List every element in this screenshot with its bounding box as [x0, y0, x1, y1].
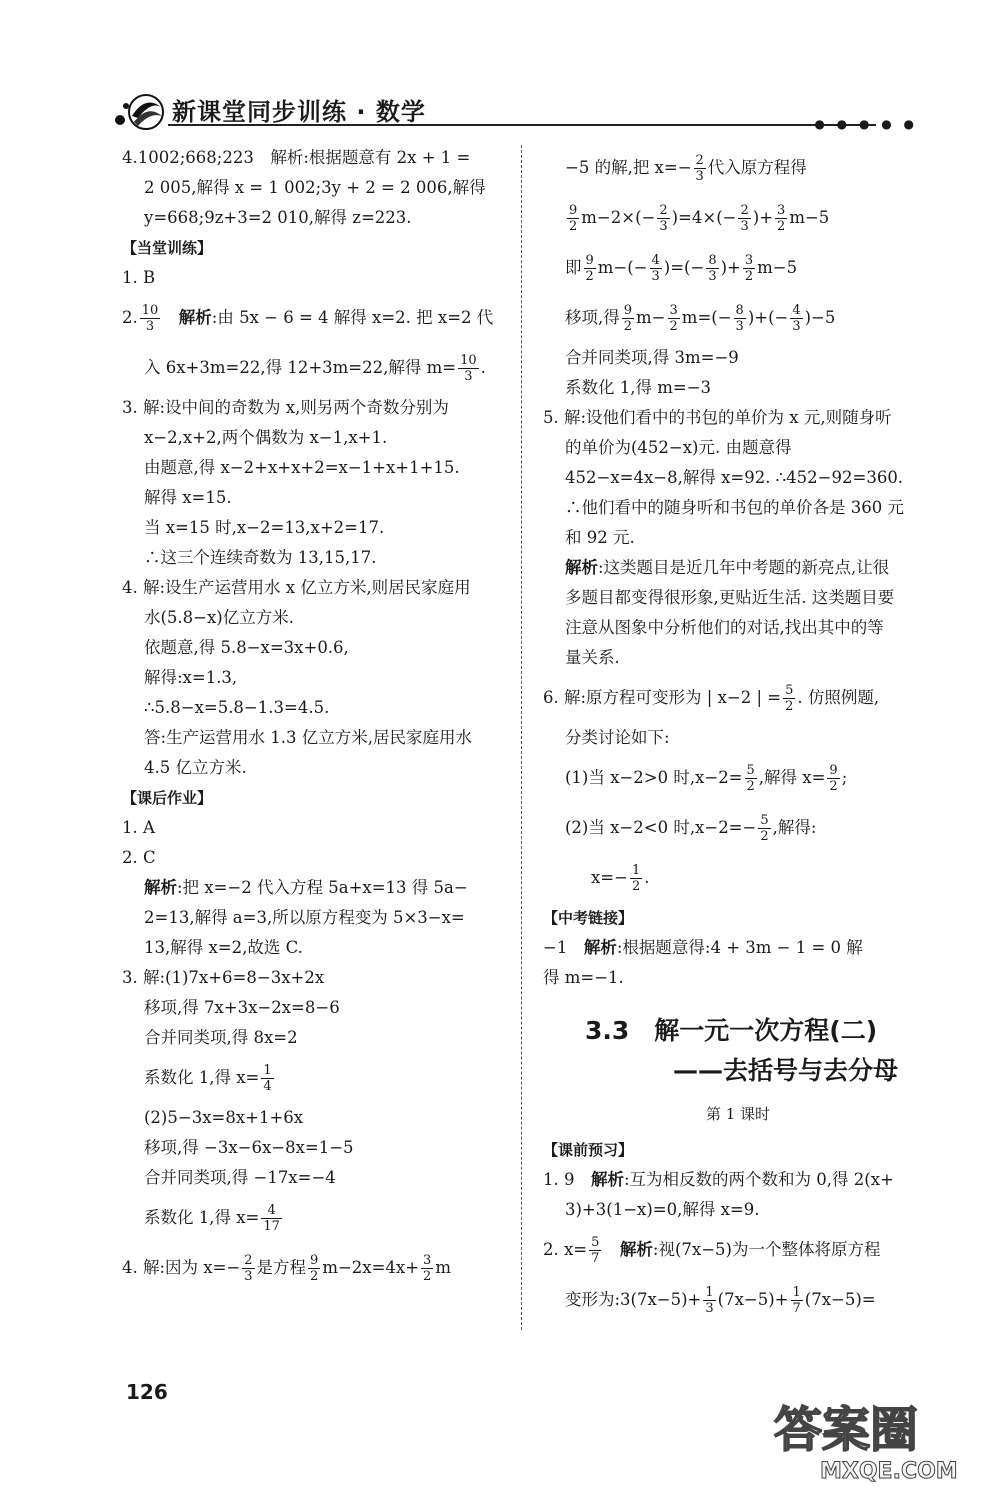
fraction: $\frac{4}{3}$ [651, 253, 660, 284]
text-line: 系数化 1,得 m=−3 [565, 378, 712, 397]
text-line: 移项,得 −3x−6x−8x=1−5 [144, 1138, 354, 1157]
fraction: $\frac{1}{2}$ [631, 863, 641, 894]
fraction: $\frac{10}{3}$ [141, 303, 159, 334]
fraction: $\frac{5}{2}$ [760, 813, 769, 844]
fraction: $\frac{9}{2}$ [585, 253, 594, 284]
section-title: 3.3 解一元一次方程(二) [585, 1016, 878, 1045]
header-dots: ● ● ● ● ● [814, 117, 918, 131]
text-line: 1. A [122, 818, 155, 837]
fraction: $\frac{2}{3}$ [659, 203, 668, 234]
section-subtitle: ——去括号与去分母 [673, 1056, 899, 1085]
text-line: 系数化 1,得 x= $\frac{4}{17}$ [144, 1203, 280, 1234]
text-line: 即 $\frac{9}{2}$ m−(− $\frac{4}{3}$ )=(− $\frac{8}{3}$ )+ $\frac{3}{2}$ m−5 [565, 253, 798, 284]
fraction: $\frac{2}{3}$ [740, 203, 749, 234]
page-header [112, 86, 918, 134]
book-logo-icon [112, 86, 172, 134]
text-line: 系数化 1,得 x= $\frac{1}{4}$ [144, 1063, 272, 1094]
fraction: $\frac{4}{3}$ [792, 303, 801, 334]
text-line: 4. 解:设生产运营用水 x 亿立方米,则居民家庭用 [122, 578, 471, 597]
text-line: x−2,x+2,两个偶数为 x−1,x+1. [144, 428, 388, 447]
text-line: 入 6x+3m=22,得 12+3m=22,解得 m= $\frac{10}{3}$ . [144, 353, 486, 384]
text-line: 2. x= $\frac{5}{7}$ 解析:视(7x−5)为一个整体将原方程 [543, 1235, 881, 1266]
text-line: 3)+3(1−x)=0,解得 x=9. [565, 1200, 760, 1219]
fraction: $\frac{3}{2}$ [423, 1253, 432, 1284]
fraction: $\frac{3}{2}$ [744, 253, 754, 284]
text-line: 2 005,解得 x = 1 002;3y + 2 = 2 006,解得 [144, 178, 486, 197]
text-line: (2)当 x−2<0 时,x−2=− $\frac{5}{2}$ ,解得: [565, 813, 817, 844]
text-line: 5. 解:设他们看中的书包的单价为 x 元,则随身听 [543, 408, 892, 427]
text-line: 452−x=4x−8,解得 x=92. ∴452−92=360. [565, 468, 904, 487]
fraction: $\frac{8}{3}$ [708, 253, 717, 284]
fraction: $\frac{1}{3}$ [705, 1285, 714, 1316]
text-line: ∴他们看中的随身听和书包的单价各是 360 元 [565, 498, 904, 517]
text-line: 3. 解:设中间的奇数为 x,则另两个奇数分别为 [122, 398, 449, 417]
text-line: (2)5−3x=8x+1+6x [144, 1108, 304, 1127]
fraction: $\frac{3}{2}$ [669, 303, 678, 334]
watermark-logo [768, 1390, 994, 1488]
left-column [122, 143, 510, 1293]
text-line: 2. C [122, 848, 156, 867]
text-line: 答:生产运营用水 1.3 亿立方米,居民家庭用水 [144, 728, 473, 747]
text-line: 分类讨论如下: [565, 728, 670, 747]
fraction: $\frac{1}{7}$ [792, 1285, 801, 1316]
text-line: 水(5.8−x)亿立方米. [144, 608, 294, 627]
text-line: 的单价为(452−x)元. 由题意得 [565, 438, 792, 457]
text-line: 1. 9 解析:互为相反数的两个数和为 0,得 2(x+ [543, 1170, 894, 1189]
fraction: $\frac{8}{3}$ [735, 303, 744, 334]
header-rule [168, 124, 876, 126]
text-line: 得 m=−1. [543, 968, 624, 987]
text-line: −1 解析:根据题意得:4 + 3m − 1 = 0 解 [543, 938, 863, 957]
fraction: $\frac{9}{2}$ [623, 303, 633, 334]
header-title: 新课堂同步训练 · 数学 [172, 98, 426, 126]
text-line: 解得 x=15. [144, 488, 232, 507]
section-heading: 【当堂训练】 [122, 239, 213, 257]
fraction: $\frac{2}{3}$ [244, 1253, 253, 1284]
text-line: 移项,得 $\frac{9}{2}$ m− $\frac{3}{2}$ m=(− $\frac{8}{3}$ )+(− $\frac{4}{3}$ )−5 [565, 303, 836, 334]
text-line: 多题目都变得很形象,更贴近生活. 这类题目要 [565, 588, 895, 607]
text-line: (1)当 x−2>0 时,x−2= $\frac{5}{2}$ ,解得 x= $\frac{9}{2}$ ; [565, 763, 848, 794]
watermark-text: 答案圈 [774, 1402, 919, 1458]
column-divider [521, 145, 522, 1330]
section-heading: 【中考链接】 [543, 909, 634, 927]
text-line: 4.5 亿立方米. [144, 758, 247, 777]
text-line: 3. 解:(1)7x+6=8−3x+2x [122, 968, 325, 987]
section-heading: 【课后作业】 [122, 789, 213, 807]
text-line: 当 x=15 时,x−2=13,x+2=17. [144, 518, 385, 537]
text-line: 2. $\frac{10}{3}$ 解析:由 5x − 6 = 4 解得 x=2. 把 x=2 代 [122, 303, 494, 334]
fraction: $\frac{10}{3}$ [460, 353, 477, 384]
fraction: $\frac{1}{4}$ [263, 1063, 272, 1094]
text-line: 4.1002;668;223 解析:根据题意有 2x + 1 = [122, 148, 471, 167]
fraction: $\frac{9}{2}$ [569, 203, 578, 234]
text-line: 解析:这类题目是近几年中考题的新亮点,让很 [565, 558, 890, 577]
text-line: 解析:把 x=−2 代入方程 5a+x=13 得 5a− [144, 878, 468, 897]
watermark-url: MXQE.COM [820, 1459, 958, 1484]
fraction: $\frac{4}{17}$ [263, 1203, 280, 1234]
section-heading: 【课前预习】 [543, 1141, 634, 1159]
text-line: 1. B [122, 268, 156, 287]
text-line: 移项,得 7x+3x−2x=8−6 [144, 998, 340, 1017]
fraction: $\frac{3}{2}$ [777, 203, 786, 234]
fraction: $\frac{5}{2}$ [746, 763, 755, 794]
text-line: 合并同类项,得 3m=−9 [565, 348, 739, 367]
text-line: 由题意,得 x−2+x+x+2=x−1+x+1+15. [144, 458, 460, 477]
fraction: $\frac{5}{7}$ [591, 1235, 600, 1266]
fraction: $\frac{5}{2}$ [785, 683, 794, 714]
text-line: 合并同类项,得 8x=2 [144, 1028, 298, 1047]
text-line: 2=13,解得 a=3,所以原方程变为 5×3−x= [144, 908, 465, 927]
text-line: 4. 解:因为 x=− $\frac{2}{3}$ 是方程 $\frac{9}{2}$ m−2x=4x+ $\frac{3}{2}$ m [122, 1253, 451, 1284]
right-column [543, 143, 933, 1325]
lesson-label: 第 1 课时 [705, 1105, 771, 1123]
fraction: $\frac{9}{2}$ [310, 1253, 319, 1284]
text-line: 合并同类项,得 −17x=−4 [144, 1168, 336, 1187]
fraction: $\frac{2}{3}$ [695, 153, 704, 184]
page-number: 126 [126, 1380, 168, 1404]
text-line: 变形为:3(7x−5)+ $\frac{1}{3}$ (7x−5)+ $\frac{1}{7}$ (7x−5)= [565, 1285, 876, 1316]
text-line: 和 92 元. [565, 528, 635, 547]
text-line: y=668;9z+3=2 010,解得 z=223. [144, 208, 412, 227]
text-line: x=− $\frac{1}{2}$ . [591, 863, 650, 894]
text-line: 13,解得 x=2,故选 C. [144, 938, 303, 957]
text-line: 注意从图象中分析他们的对话,找出其中的等 [565, 618, 884, 637]
text-line: $\frac{9}{2}$ m−2×(− $\frac{2}{3}$ )=4×(− $\frac{2}{3}$ )+ $\frac{3}{2}$ m−5 [569, 203, 830, 234]
text-line: 量关系. [565, 648, 620, 667]
text-line: ∴5.8−x=5.8−1.3=4.5. [144, 698, 330, 717]
text-line: ∴这三个连续奇数为 13,15,17. [144, 548, 377, 567]
text-line: 6. 解:原方程可变形为 | x−2 | = $\frac{5}{2}$ . 仿照例题, [543, 683, 880, 714]
text-line: −5 的解,把 x=− $\frac{2}{3}$ 代入原方程得 [565, 153, 807, 184]
text-line: 依题意,得 5.8−x=3x+0.6, [144, 638, 349, 657]
fraction: $\frac{9}{2}$ [829, 763, 838, 794]
text-line: 解得:x=1.3, [144, 668, 238, 687]
